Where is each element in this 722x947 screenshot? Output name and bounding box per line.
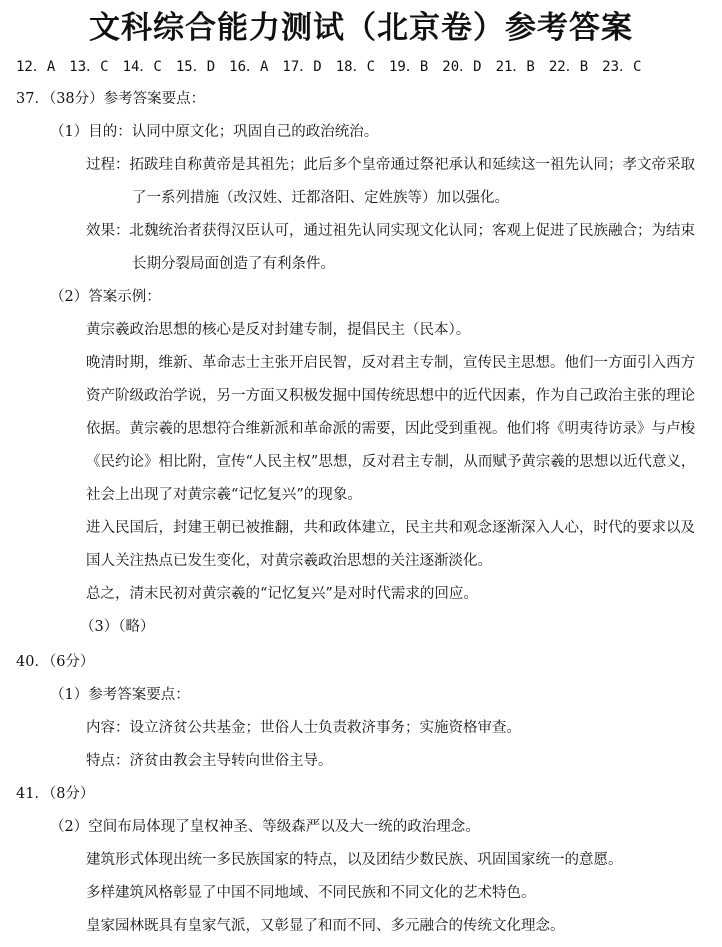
q37-part2-core: 黄宗羲政治思想的核心是反对封建专制，提倡民主（民本）。 [86,322,471,338]
q37-part2-para1: 资产阶级政治学说，另一方面又积极发掘中国传统思想中的近代因素，作为自己政治主张的理论 [86,388,695,404]
q37-part2-para1: 《民约论》相比附，宣传“人民主权”思想，反对君主专制，从而赋予黄宗羲的思想以近代意义， [86,454,696,470]
q37-part2-summary: 总之，清末民初对黄宗羲的“记忆复兴”是对时代需求的回应。 [86,586,478,602]
q37-part1-purpose: （1）目的：认同中原文化；巩固自己的政治统治。 [50,124,379,140]
page-title: 文科综合能力测试（北京卷）参考答案 [89,10,633,46]
q40-part1-heading: （1）参考答案要点： [50,687,190,703]
q41-line: 皇家园林既具有皇家气派，又彰显了和而不同、多元融合的传统文化理念。 [86,918,565,934]
q37-effect-cont: 长期分裂局面创造了有利条件。 [132,256,335,272]
q37-process: 过程：拓跋珪自称黄帝是其祖先；此后多个皇帝通过祭祀承认和延续这一祖先认同；孝文帝采取 [86,157,695,173]
q37-part2-para2: 进入民国后，封建王朝已被推翻，共和政体建立，民主共和观念逐渐深入人心，时代的要求以及 [86,520,695,536]
q37-part3: （3）（略） [80,619,155,635]
q37-part2-para2: 国人关注热点已发生变化，对黄宗羲政治思想的关注逐渐淡化。 [86,553,492,569]
q41-heading: 41．（8分） [16,786,95,802]
choice-answers: 12．A 13．C 14．C 15．D 16．A 17．D 18．C 19．B 20．D 21．B 22．B 23．C [16,59,642,75]
q37-heading: 37．（38分）参考答案要点： [16,91,206,107]
q41-line: 多样建筑风格彰显了中国不同地域、不同民族和不同文化的艺术特色。 [86,885,536,901]
q37-part2-para1: 依据。黄宗羲的思想符合维新派和革命派的需要，因此受到重视。他们将《明夷待访录》与卢梭 [86,421,695,437]
q37-effect: 效果：北魏统治者获得汉臣认可，通过祖先认同实现文化认同；客观上促进了民族融合；为结束 [86,223,695,239]
q41-part2: （2）空间布局体现了皇权神圣、等级森严以及大一统的政治理念。 [50,819,480,835]
q37-part2-para1: 晚清时期，维新、革命志士主张开启民智，反对君主专制，宣传民主思想。他们一方面引入西方 [86,355,695,371]
q40-heading: 40．（6分） [16,654,95,670]
q37-process-cont: 了一系列措施（改汉姓、迁都洛阳、定姓族等）加以强化。 [132,190,509,206]
q37-part2-para1: 社会上出现了对黄宗羲“记忆复兴”的现象。 [86,487,362,503]
q41-line: 建筑形式体现出统一多民族国家的特点，以及团结少数民族、巩固国家统一的意愿。 [86,852,623,868]
q37-part2-heading: （2）答案示例： [50,289,161,305]
q40-feature: 特点：济贫由教会主导转向世俗主导。 [86,753,333,769]
q40-content: 内容：设立济贫公共基金；世俗人士负责救济事务；实施资格审查。 [86,720,521,736]
